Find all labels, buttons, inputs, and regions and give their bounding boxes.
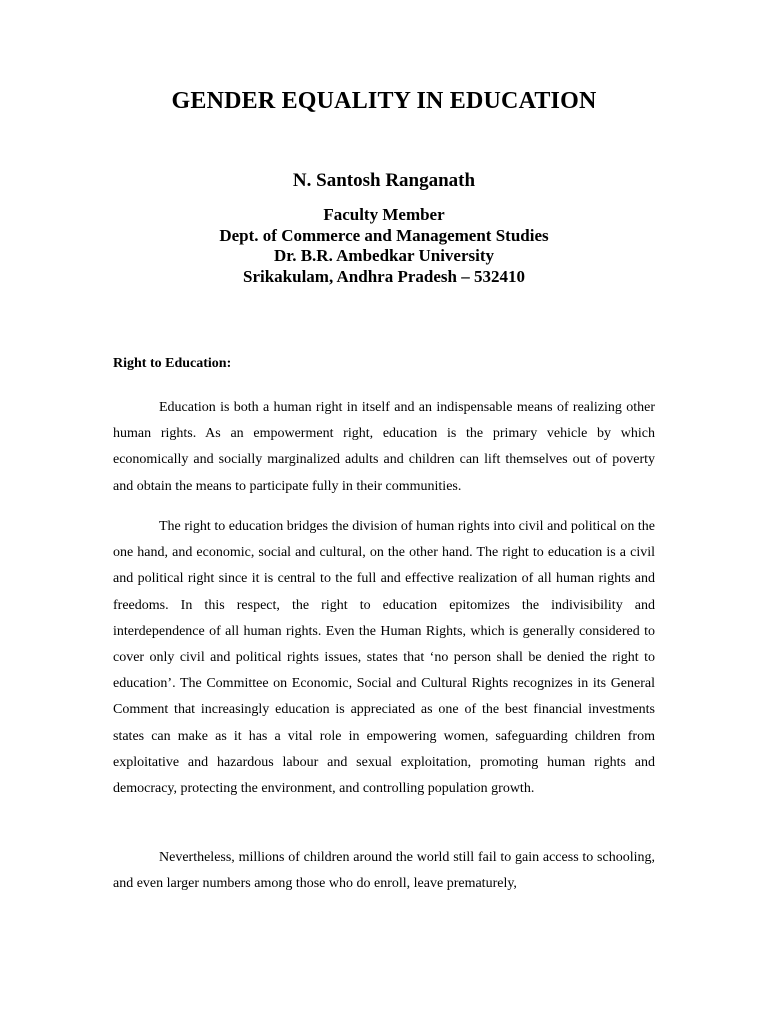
author-affiliation — [0, 205, 768, 287]
section-heading: Right to Education: — [113, 356, 232, 371]
author-name: N. Santosh Ranganath — [292, 170, 476, 191]
affiliation-line-department: Dept. of Commerce and Management Studies — [219, 225, 549, 245]
affiliation-line-location: Srikakulam, Andhra Pradesh – 532410 — [243, 266, 525, 286]
body-paragraph: Education is both a human right in itself and an indispensable means of realizing other human rights. As an empowerment right, education is the primary vehicle by which economically and socially marginalized adults and children can lift themselves out of poverty and obtain the means to participate fully in their communities. — [113, 400, 655, 494]
document-title: GENDER EQUALITY IN EDUCATION — [171, 88, 597, 114]
affiliation-line-university: Dr. B.R. Ambedkar University — [273, 246, 495, 265]
affiliation-line-role: Faculty Member — [323, 205, 445, 224]
body-paragraph: The right to education bridges the division of human rights into civil and political on the one hand, and economic, social and cultural, on the other hand. The right to education is a civil and political right since it is central to the full and effective realization of all human rights and freedoms. In this respect, the right to education epitomizes the indivisibility and interdependence of all human rights. Even the Human Rights, which is generally considered to cover only civil and political rights issues, states that ‘no person shall be denied the right to education’. The Committee on Economic, Social and Cultural Rights recognizes in its General Comment that increasingly education is appreciated as one of the best financial investments states can make as it has a vital role in empowering women, safeguarding children from exploitative and hazardous labour and sexual exploitation, promoting human rights and democracy, protecting the environment, and controlling population growth. — [113, 519, 655, 797]
body-paragraph: Nevertheless, millions of children around the world still fail to gain access to schooling, and even larger numbers among those who do enroll, leave prematurely, — [113, 850, 655, 892]
